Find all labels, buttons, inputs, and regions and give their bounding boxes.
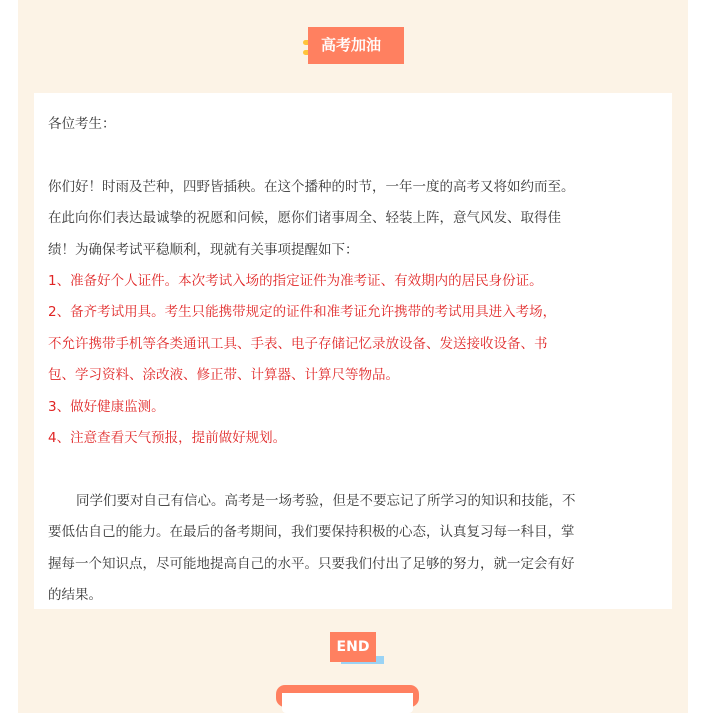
bottom-decoration bbox=[276, 685, 419, 707]
intro-line: 你们好！时雨及芒种，四野皆插秧。在这个播种的时节，一年一度的高考又将如约而至。 bbox=[48, 178, 575, 195]
closing-line: 同学们要对自己有信心。高考是一场考验，但是不要忘记了所学习的知识和技能，不 bbox=[76, 492, 576, 509]
notice-line: 1、准备好个人证件。本次考试入场的指定证件为准考证、有效期内的居民身份证。 bbox=[48, 273, 543, 290]
notice-line: 包、学习资料、涂改液、修正带、计算器、计算尺等物品。 bbox=[48, 367, 399, 384]
notice-line: 4、注意查看天气预报，提前做好规划。 bbox=[48, 430, 287, 447]
letter-card bbox=[34, 93, 672, 609]
intro-line: 在此向你们表达最诚挚的祝愿和问候，愿你们诸事周全、轻装上阵，意气风发、取得佳 bbox=[48, 210, 561, 227]
blank-line bbox=[48, 140, 662, 171]
blank-line bbox=[48, 454, 662, 485]
end-label: END bbox=[330, 632, 376, 662]
end-marker bbox=[330, 632, 386, 666]
closing-line: 握每一个知识点，尽可能地提高自己的水平。只要我们付出了足够的努力，就一定会有好 bbox=[48, 555, 575, 572]
notice-line: 3、做好健康监测。 bbox=[48, 398, 165, 415]
title-banner bbox=[303, 27, 404, 64]
bottom-decoration-inner bbox=[282, 693, 413, 713]
page-title: 高考加油 bbox=[321, 36, 382, 54]
closing-line: 的结果。 bbox=[48, 587, 102, 604]
closing-line: 要低估自己的能力。在最后的备考期间，我们要保持积极的心态，认真复习每一科目，掌 bbox=[48, 524, 575, 541]
notice-line: 不允许携带手机等各类通讯工具、手表、电子存储记忆录放设备、发送接收设备、书 bbox=[48, 335, 548, 352]
intro-line: 绩！为确保考试平稳顺利，现就有关事项提醒如下： bbox=[48, 241, 359, 258]
greeting: 各位考生： bbox=[48, 116, 116, 132]
notice-line: 2、备齐考试用具。考生只能携带规定的证件和准考证允许携带的考试用具进入考场， bbox=[48, 304, 557, 321]
letter-body bbox=[48, 109, 662, 611]
